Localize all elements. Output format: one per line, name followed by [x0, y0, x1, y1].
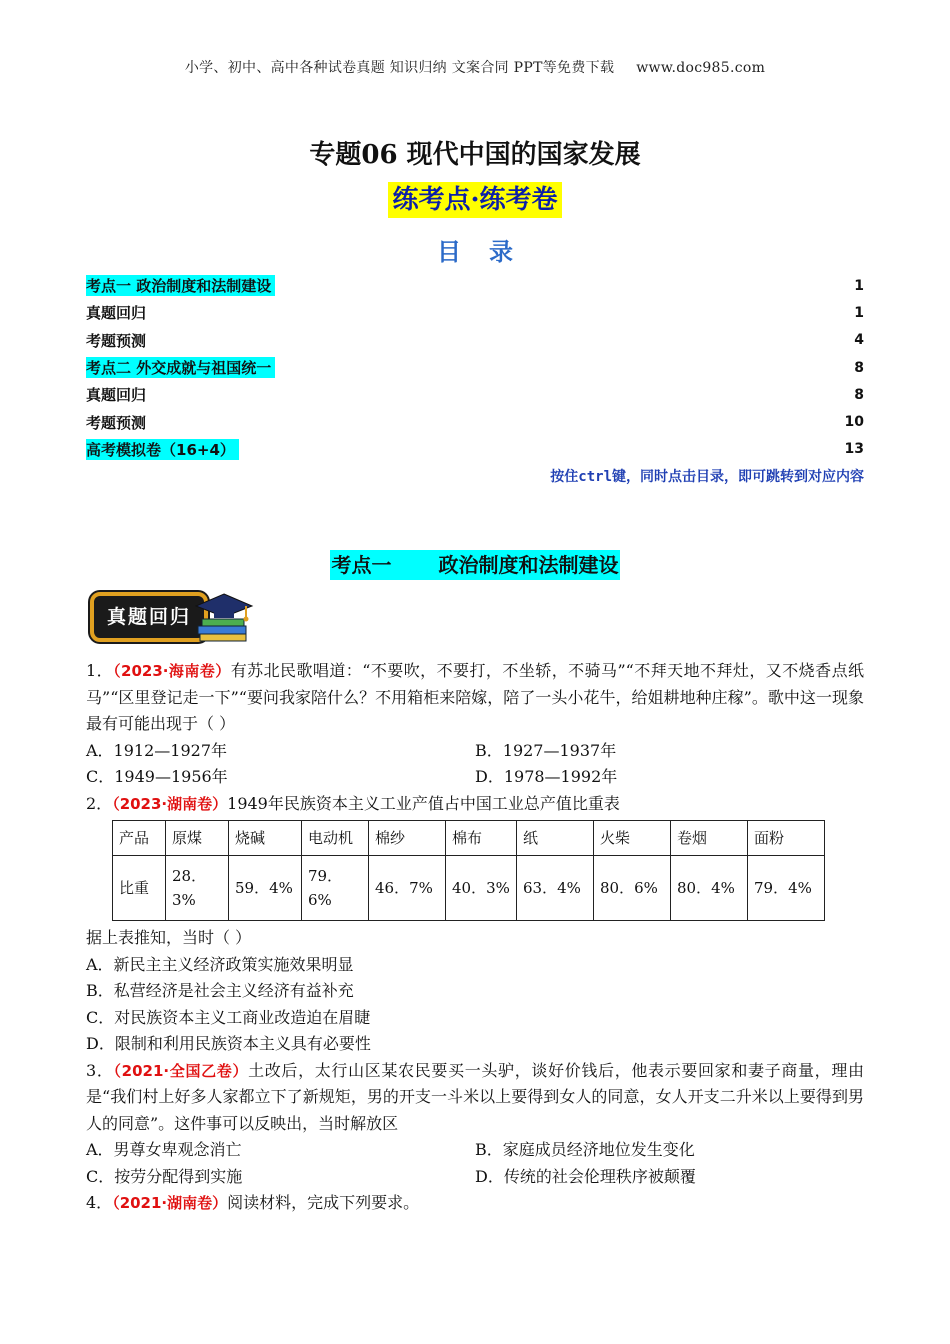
document-subtitle: 练考点·练考卷	[388, 182, 561, 218]
table-cell: 80．4%	[671, 856, 748, 921]
question-number: 4．	[86, 1193, 113, 1212]
option[interactable]: A．新民主主义经济政策实施效果明显	[86, 954, 354, 974]
option[interactable]: B．1927—1937年	[475, 740, 617, 760]
toc-item-page: 13	[844, 441, 864, 458]
table-row	[113, 856, 825, 921]
toc-item[interactable]	[86, 436, 864, 463]
toc-item[interactable]	[86, 327, 864, 354]
toc-item-label: 真题回归	[86, 386, 147, 405]
question-number: 2．	[86, 793, 113, 813]
table-cell: 纸	[517, 821, 594, 856]
question	[86, 658, 864, 738]
toc-item-page: 8	[854, 359, 864, 376]
toc-item-page: 1	[854, 304, 864, 321]
table-cell: 卷烟	[671, 821, 748, 856]
toc-item-page: 8	[854, 386, 864, 403]
toc-item-label: 考点二 外交成就与祖国统一	[86, 357, 275, 378]
option[interactable]: C．按劳分配得到实施	[86, 1166, 243, 1186]
toc-item-label: 高考模拟卷（16+4）	[86, 439, 239, 460]
option[interactable]: D．限制和利用民族资本主义具有必要性	[86, 1034, 371, 1053]
toc-item-page: 4	[854, 332, 864, 349]
toc-item-page: 10	[844, 414, 864, 431]
question-stem: 1949年民族资本主义工业产值占中国工业总产值比重表	[227, 793, 620, 813]
question-source: （2021·全国乙卷）	[113, 1061, 249, 1080]
question-source: （2023·湖南卷）	[112, 794, 228, 813]
option[interactable]: A．1912—1927年	[86, 740, 227, 760]
table-cell: 63．4%	[517, 856, 594, 921]
question-list	[86, 658, 864, 1217]
table-cell: 原煤	[166, 821, 229, 856]
question	[86, 1058, 864, 1138]
question-number: 3．	[86, 1060, 114, 1080]
table-cell: 80．6%	[594, 856, 671, 921]
option-list	[86, 1137, 864, 1190]
question-stem: 阅读材料，完成下列要求。	[227, 1193, 420, 1212]
page-header	[0, 57, 950, 77]
option[interactable]: A．男尊女卑观念消亡	[86, 1140, 242, 1159]
table-cell: 火柴	[594, 821, 671, 856]
document-title: 专题06 现代中国的国家发展	[309, 140, 641, 170]
table-cell: 40．3%	[446, 856, 517, 921]
toc-hint: 按住ctrl键，同时点击目录，即可跳转到对应内容	[550, 469, 864, 485]
option-list	[86, 738, 864, 791]
toc-item-page: 1	[854, 277, 864, 294]
question-source: （2021·湖南卷）	[112, 1194, 228, 1212]
badge-label: 真题回归	[90, 592, 208, 642]
toc-heading: 目录	[437, 237, 541, 266]
question-stem: 有苏北民歌唱道：“不要吹，不要打，不坐轿，不骑马”“不拜天地不拜灶，又不烧香点纸马”“区里登记走一下”“要问我家陪什么？不用箱柜来陪嫁，陪了一头小花牛，给姐耕地种庄稼”。歌中这一现象最有可能出现于（ ）	[86, 661, 865, 733]
table-cell: 烧碱	[229, 821, 302, 856]
question-stem: 土改后，太行山区某农民要买一头驴，谈好价钱后，他表示要回家和妻子商量，理由是“我们村上好多人家都立下了新规矩，男的开支一斗米以上要得到女人的同意，女人开支二升米以上要得到男人的同意”。这件事可以反映出，当时解放区	[86, 1060, 864, 1133]
table-cell: 46．7%	[369, 856, 446, 921]
toc-item[interactable]	[86, 381, 864, 408]
section-heading: 考点一 政治制度和法制建设	[330, 550, 621, 580]
table-cell: 电动机	[302, 821, 369, 856]
toc-item-label: 考题预测	[86, 331, 147, 350]
header-site-link[interactable]: www.doc985.com	[636, 60, 766, 76]
option[interactable]: B．私营经济是社会主义经济有益补充	[86, 981, 354, 1000]
data-table	[112, 820, 825, 921]
toc-item[interactable]	[86, 408, 864, 435]
question	[86, 791, 864, 818]
table-cell: 79．6%	[302, 856, 369, 921]
question-number: 1．	[86, 661, 114, 680]
header-text: 小学、初中、高中各种试卷真题 知识归纳 文案合同 PPT等免费下载	[184, 60, 615, 76]
table-of-contents	[86, 272, 864, 463]
table-cell: 棉纱	[369, 821, 446, 856]
option[interactable]: D．1978—1992年	[475, 767, 618, 786]
table-cell: 59．4%	[229, 856, 302, 921]
toc-item-label: 考题预测	[86, 413, 147, 432]
table-cell: 比重	[113, 856, 166, 921]
toc-item-label: 考点一 政治制度和法制建设	[86, 275, 275, 296]
question	[86, 1190, 864, 1217]
option[interactable]: C．1949—1956年	[86, 767, 228, 786]
toc-item[interactable]	[86, 299, 864, 326]
table-header-row	[113, 821, 825, 856]
toc-item[interactable]	[86, 354, 864, 381]
real-exam-badge	[90, 590, 260, 650]
table-cell: 棉布	[446, 821, 517, 856]
question-source: （2023·海南卷）	[113, 662, 231, 680]
toc-item-label: 真题回归	[86, 304, 147, 323]
option[interactable]: D．传统的社会伦理秩序被颠覆	[475, 1166, 696, 1186]
table-cell: 面粉	[748, 821, 825, 856]
table-cell: 28．3%	[166, 856, 229, 921]
table-cell: 79．4%	[748, 856, 825, 921]
graduation-cap-icon	[194, 590, 256, 648]
option[interactable]: B．家庭成员经济地位发生变化	[475, 1140, 695, 1159]
toc-item[interactable]	[86, 272, 864, 299]
option[interactable]: C．对民族资本主义工商业改造迫在眉睫	[86, 1007, 371, 1027]
question-prompt: 据上表推知，当时（ ）	[86, 928, 252, 947]
table-cell: 产品	[113, 821, 166, 856]
option-list	[86, 952, 864, 1058]
